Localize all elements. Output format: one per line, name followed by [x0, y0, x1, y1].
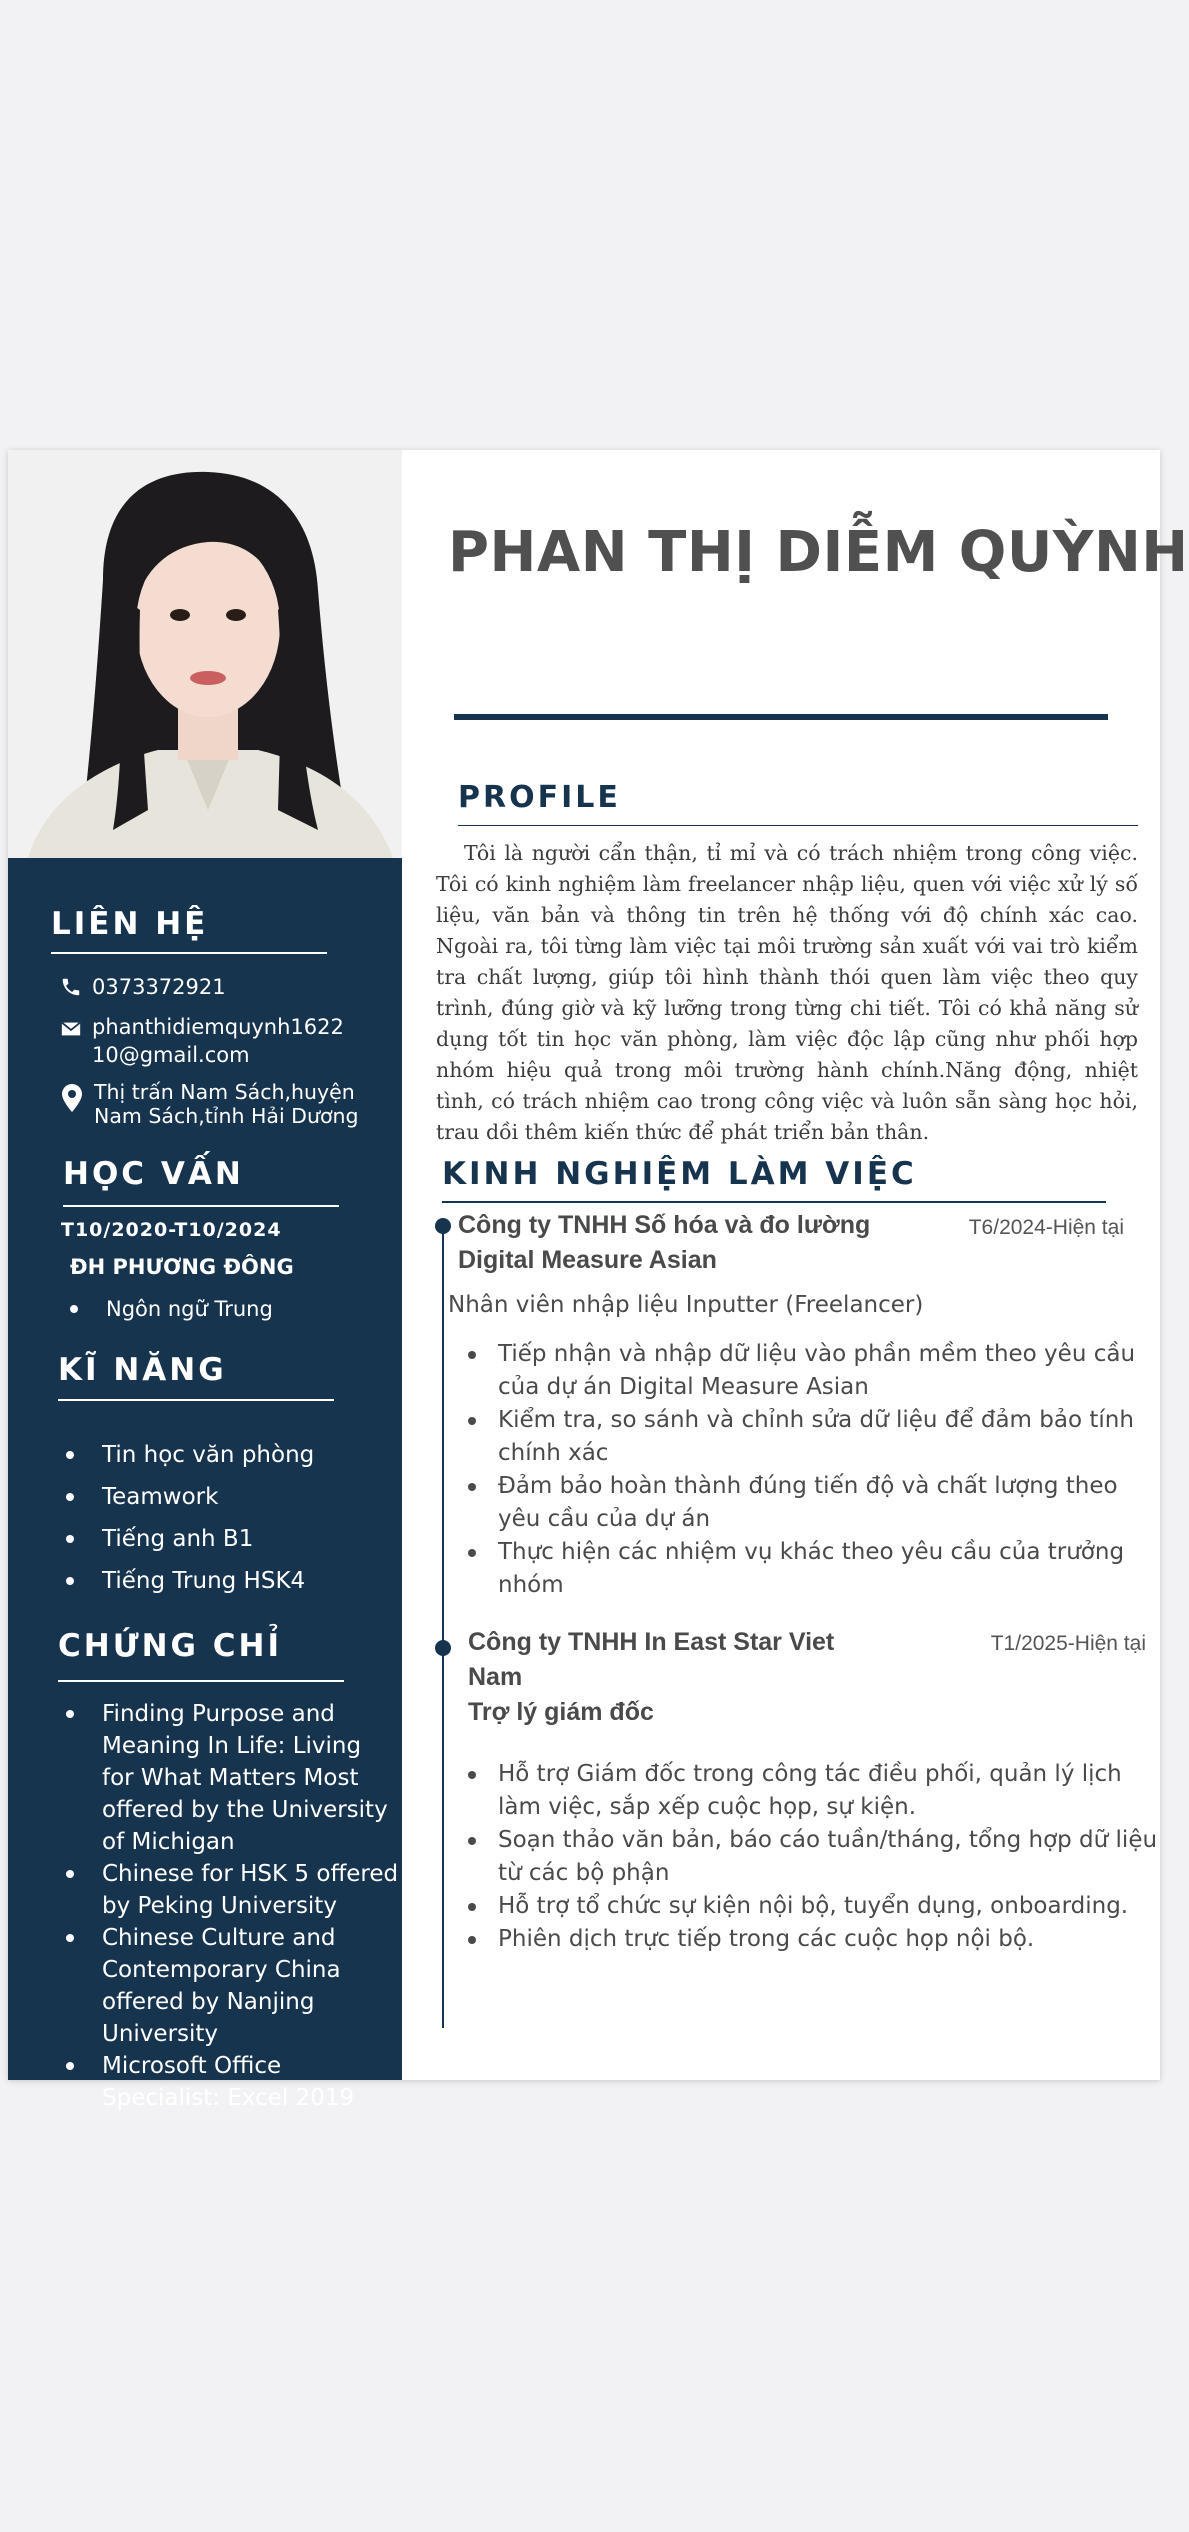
education-major: Ngôn ngữ Trung — [106, 1297, 273, 1321]
job1-company-line2: Digital Measure Asian — [458, 1246, 717, 1274]
experience-heading: KINH NGHIỆM LÀM VIỆC — [442, 1156, 917, 1192]
list-item: Hỗ trợ Giám đốc trong công tác điều phối, quản lý lịch làm việc, sắp xếp cuộc họp, sự kiện. — [452, 1758, 1158, 1824]
list-item: Phiên dịch trực tiếp trong các cuộc họp nội bộ. — [452, 1923, 1158, 1956]
skills-heading: KĨ NĂNG — [58, 1352, 227, 1388]
job1-date: T6/2024-Hiện tại — [968, 1216, 1124, 1239]
education-heading: HỌC VẤN — [63, 1156, 244, 1192]
map-pin-icon — [61, 1084, 83, 1112]
job2-duties — [452, 1758, 1158, 1956]
phone-icon — [60, 976, 82, 998]
education-school: ĐH PHƯƠNG ĐÔNG — [70, 1255, 294, 1279]
certificates-heading: CHỨNG CHỈ — [58, 1628, 283, 1664]
name-divider — [454, 714, 1108, 720]
certificates-list — [60, 1698, 400, 2114]
list-item: Hỗ trợ tổ chức sự kiện nội bộ, tuyển dụng, onboarding. — [452, 1890, 1158, 1923]
experience-divider — [442, 1201, 1106, 1203]
list-item: Tiếng anh B1 — [60, 1518, 314, 1560]
job2-date: T1/2025-Hiện tại — [990, 1632, 1146, 1655]
education-period: T10/2020-T10/2024 — [61, 1219, 282, 1241]
skills-list — [60, 1434, 314, 1602]
list-item: Teamwork — [60, 1476, 314, 1518]
contact-email-line2: 10@gmail.com — [92, 1043, 250, 1067]
list-item: Soạn thảo văn bản, báo cáo tuần/tháng, tổng hợp dữ liệu từ các bộ phận — [452, 1824, 1158, 1890]
experience-timeline — [442, 1220, 444, 2028]
profile-heading: PROFILE — [458, 780, 621, 815]
timeline-dot — [435, 1218, 451, 1234]
contact-address-line2: Nam Sách,tỉnh Hải Dương — [94, 1104, 359, 1128]
education-major-list — [64, 1294, 273, 1324]
contact-address-line1: Thị trấn Nam Sách,huyện — [94, 1080, 355, 1104]
list-item: Finding Purpose and Meaning In Life: Living for What Matters Most offered by the University of Michigan — [60, 1698, 400, 1858]
list-item: Chinese Culture and Contemporary China offered by Nanjing University — [60, 1922, 400, 2050]
job1-duties — [452, 1338, 1142, 1602]
sidebar — [8, 858, 402, 2111]
job2-company-line2: Nam — [468, 1663, 523, 1691]
envelope-icon — [60, 1018, 82, 1040]
list-item: Đảm bảo hoàn thành đúng tiến độ và chất lượng theo yêu cầu của dự án — [452, 1470, 1142, 1536]
job2-company-line1: Công ty TNHH In East Star Viet — [468, 1628, 835, 1656]
job1-company-line1: Công ty TNHH Số hóa và đo lường — [458, 1211, 871, 1239]
contact-phone: 0373372921 — [92, 975, 226, 999]
list-item: Thực hiện các nhiệm vụ khác theo yêu cầu của trưởng nhóm — [452, 1536, 1142, 1602]
list-item: Tiếng Trung HSK4 — [60, 1560, 314, 1602]
list-item: Tiếp nhận và nhập dữ liệu vào phần mềm theo yêu cầu của dự án Digital Measure Asian — [452, 1338, 1142, 1404]
profile-text: Tôi là người cẩn thận, tỉ mỉ và có trách nhiệm trong công việc. Tôi có kinh nghiệm làm freelancer nhập liệu, quen với việc xử lý số liệu, văn bản và thông tin trên hệ thống với độ chính xác cao. Ngoài ra, tôi từng làm việc tại môi trường sản xuất với vai trò kiểm tra chất lượng, giúp tôi hình thành thói quen làm việc theo quy trình, đúng giờ và kỹ lưỡng trong từng chi tiết. Tôi có khả năng sử dụng tốt tin học văn phòng, làm việc độc lập cũng như phối hợp nhóm hiệu quả trong môi trường hành chính.Năng động, nhiệt tình, có trách nhiệm cao trong công việc và luôn sẵn sàng học hỏi, trau dồi thêm kiến thức để phát triển bản thân. — [436, 841, 1138, 1144]
profile-divider — [458, 825, 1138, 826]
list-item: Kiểm tra, so sánh và chỉnh sửa dữ liệu để đảm bảo tính chính xác — [452, 1404, 1142, 1470]
education-divider — [63, 1205, 339, 1207]
contact-heading: LIÊN HỆ — [51, 906, 209, 942]
job2-role: Trợ lý giám đốc — [468, 1698, 654, 1726]
resume-page — [8, 450, 1189, 2111]
job1-role: Nhân viên nhập liệu Inputter (Freelancer) — [448, 1292, 924, 1318]
list-item: Chinese for HSK 5 offered by Peking University — [60, 1858, 400, 1922]
certificates-divider — [58, 1680, 344, 1682]
candidate-name: PHAN THỊ DIỄM QUỲNH — [448, 520, 1189, 585]
list-item: Microsoft Office Specialist: Excel 2019 — [60, 2050, 400, 2114]
list-item: Tin học văn phòng — [60, 1434, 314, 1476]
contact-email-line1: phanthidiemquynh1622 — [92, 1015, 344, 1039]
skills-divider — [58, 1399, 334, 1401]
profile-photo — [8, 450, 402, 858]
timeline-dot — [435, 1640, 451, 1656]
contact-divider — [51, 952, 327, 954]
list-item — [64, 1294, 273, 1324]
